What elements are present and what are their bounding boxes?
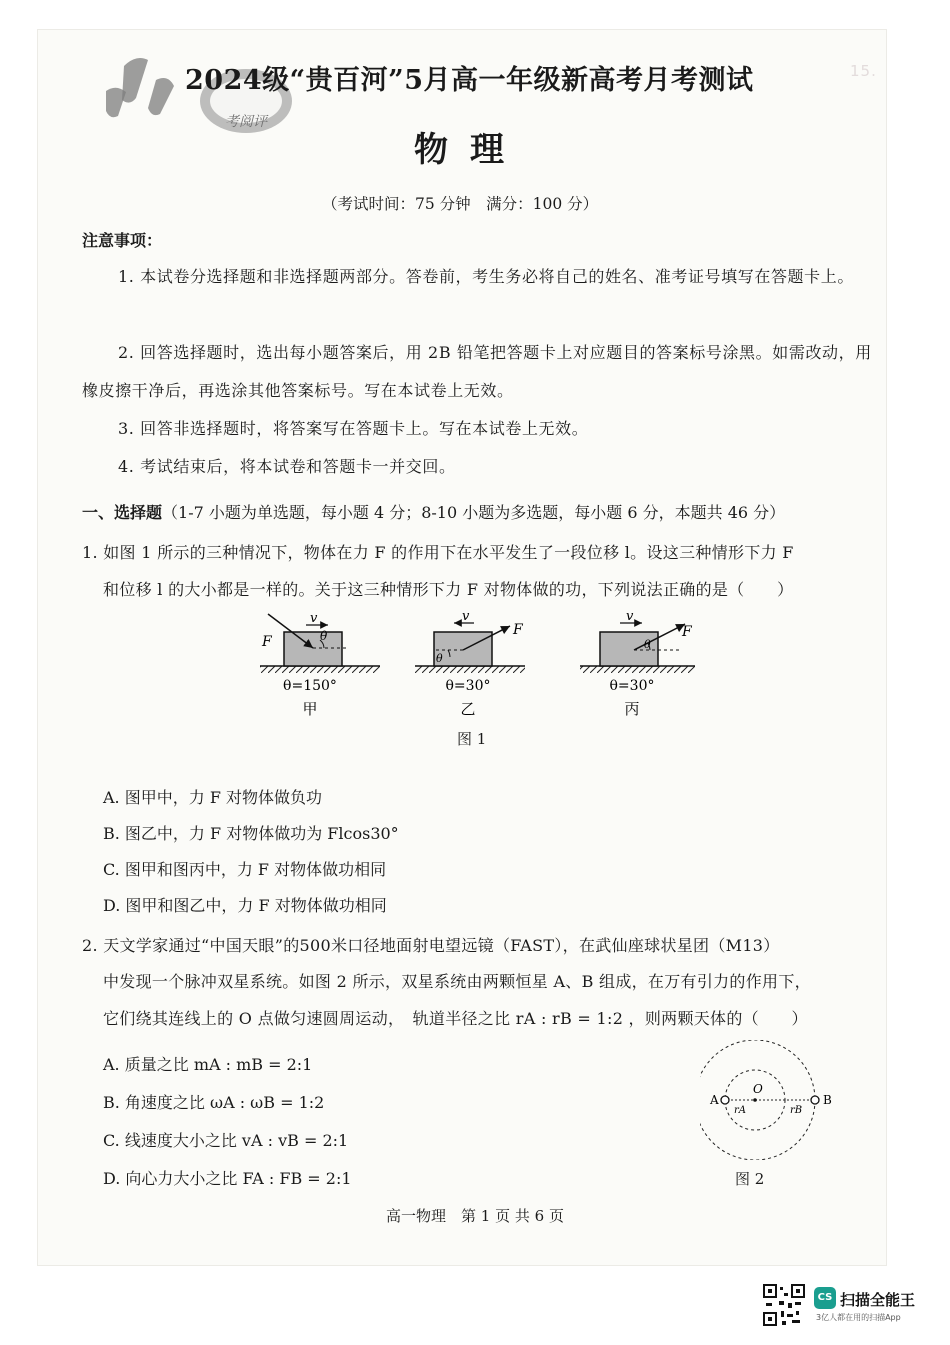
scanner-name: 扫描全能王 — [840, 1291, 916, 1309]
center-o — [753, 1098, 757, 1102]
ground-yi — [415, 666, 525, 673]
ground-jia — [260, 666, 380, 673]
notice-item-3: 3. 回答非选择题时，将答案写在答题卡上。写在本试卷上无效。 — [118, 419, 589, 438]
q1-option-a: A. 图甲中，力 F 对物体做负功 — [103, 788, 323, 807]
scanner-badge: CS — [814, 1287, 836, 1309]
figure-2-caption: 图 2 — [735, 1170, 765, 1188]
q1-stem-line1: 1. 如图 1 所示的三种情况下，物体在力 F 的作用下在水平发生了一段位移 l。设这三种情形下力 F — [82, 543, 794, 562]
label-o: O — [753, 1082, 763, 1096]
block-yi — [434, 632, 492, 666]
scanner-watermark — [762, 1283, 942, 1333]
label-b: B — [823, 1093, 832, 1107]
star-a — [721, 1096, 729, 1104]
q2-stem-line2: 中发现一个脉冲双星系统。如图 2 所示，双星系统由两颗恒星 A、B 组成，在万有引力的作用下， — [103, 972, 811, 991]
q1-option-b: B. 图乙中，力 F 对物体做功为 Flcos30° — [103, 824, 399, 843]
scanner-tagline: 3亿人都在用的扫描App — [816, 1313, 901, 1322]
qr-code-icon — [762, 1283, 806, 1327]
velocity-label-jia: v — [310, 611, 318, 626]
notice-item-4: 4. 考试结束后，将本试卷和答题卡一并交回。 — [118, 457, 456, 476]
q2-option-d: D. 向心力大小之比 FA : FB = 2:1 — [103, 1169, 352, 1188]
bleed-through-text: 15. — [850, 62, 877, 80]
section-desc: （1-7 小题为单选题，每小题 4 分；8-10 小题为多选题，每小题 6 分，本题共 46 分） — [162, 503, 786, 522]
label-a: A — [710, 1093, 719, 1107]
exam-info: （考试时间：75 分钟 满分：100 分） — [322, 195, 599, 213]
q2-option-c: C. 线速度大小之比 vA : vB = 2:1 — [103, 1131, 349, 1150]
subject-title: 物理 — [414, 130, 526, 170]
notice-item-1: 1. 本试卷分选择题和非选择题两部分。答卷前，考生务必将自己的姓名、准考证号填写在答题卡上。 — [118, 267, 854, 286]
label-rb: rB — [790, 1105, 803, 1116]
q2-stem-line3: 它们绕其连线上的 O 点做匀速圆周运动， 轨道半径之比 rA : rB = 1:2 ，则两颗天体的（ ） — [103, 1009, 808, 1028]
theta-label-bing: θ — [644, 638, 651, 651]
label-ra: rA — [734, 1105, 747, 1116]
angle-label-yi: θ=30° — [445, 678, 491, 694]
theta-label-jia: θ — [320, 629, 328, 643]
figure-1-caption: 图 1 — [457, 730, 487, 748]
notice-item-2: 2. 回答选择题时，选出每小题答案后，用 2B 铅笔把答题卡上对应题目的答案标号涂黑。如需改动，用橡皮擦干净后，再选涂其他答案标号。写在本试卷上无效。 — [82, 343, 872, 400]
angle-label-bing: θ=30° — [609, 678, 655, 694]
section-title: 一、选择题 — [82, 503, 163, 522]
panel-name-yi: 乙 — [460, 700, 476, 718]
section-heading — [82, 500, 785, 523]
q1-option-d: D. 图甲和图乙中，力 F 对物体做功相同 — [103, 896, 387, 915]
q1-option-c: C. 图甲和图丙中，力 F 对物体做功相同 — [103, 860, 387, 879]
theta-label-yi: θ — [436, 652, 443, 665]
force-label-bing: F — [682, 624, 692, 640]
q1-stem-line2: 和位移 l 的大小都是一样的。关于这三种情形下力 F 对物体做的功，下列说法正确的是（ ） — [103, 580, 794, 599]
page-footer: 高一物理 第 1 页 共 6 页 — [386, 1207, 564, 1225]
ground-bing — [580, 666, 695, 673]
q2-option-a: A. 质量之比 mA : mB = 2:1 — [103, 1055, 313, 1074]
angle-label-jia: θ=150° — [283, 678, 337, 694]
velocity-label-bing: v — [626, 610, 634, 624]
exam-title: 2024级“贵百河”5月高一年级新高考月考测试 — [185, 65, 754, 96]
panel-yi — [415, 610, 525, 718]
q2-stem-line1: 2. 天文学家通过“中国天眼”的500米口径地面射电望远镜（FAST），在武仙座球状星团（M13） — [82, 936, 780, 955]
panel-name-bing: 丙 — [624, 700, 640, 718]
q2-option-b: B. 角速度之比 ωA : ωB = 1:2 — [103, 1093, 325, 1112]
logo-text: 考阅评 — [225, 114, 267, 130]
figure-2 — [700, 1040, 850, 1160]
panel-name-jia: 甲 — [302, 700, 318, 718]
force-label-yi: F — [513, 622, 523, 638]
block-jia — [284, 632, 342, 666]
star-b — [811, 1096, 819, 1104]
velocity-label-yi: v — [462, 610, 470, 624]
notice-heading: 注意事项： — [82, 231, 163, 250]
panel-jia — [260, 611, 380, 718]
figure-1 — [240, 610, 710, 725]
panel-bing — [580, 610, 695, 718]
force-label-jia: F — [262, 634, 272, 650]
